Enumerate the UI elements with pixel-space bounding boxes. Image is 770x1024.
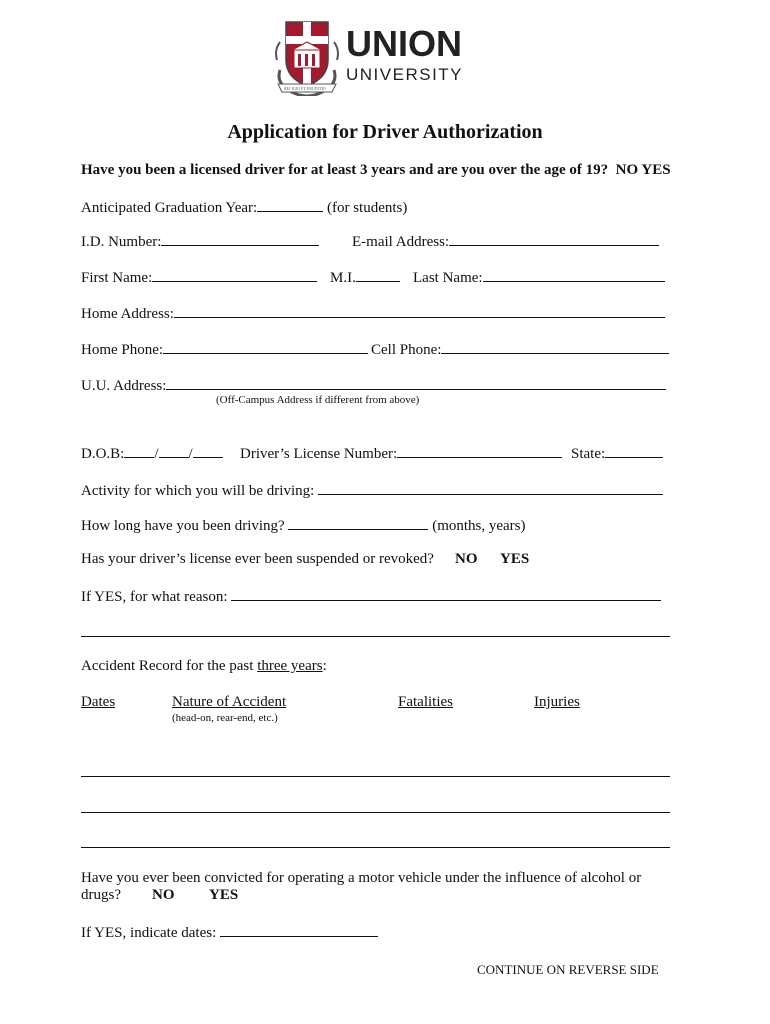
activity-row bbox=[81, 480, 663, 500]
reason-row bbox=[81, 586, 661, 606]
cell-phone-label: Cell Phone: bbox=[371, 342, 442, 358]
license-number-field[interactable] bbox=[397, 443, 562, 458]
reason-field[interactable] bbox=[231, 586, 661, 601]
home-phone-field[interactable] bbox=[163, 339, 368, 354]
state-label: State: bbox=[571, 446, 606, 462]
suspended-yes-option[interactable]: YES bbox=[500, 551, 530, 567]
last-name-row bbox=[413, 267, 665, 287]
grad-year-row bbox=[81, 197, 407, 217]
cell-phone-field[interactable] bbox=[441, 339, 669, 354]
dui-dates-label: If YES, indicate dates: bbox=[81, 925, 217, 941]
accident-line-1[interactable] bbox=[81, 776, 670, 777]
home-phone-label: Home Phone: bbox=[81, 342, 164, 358]
dui-question-line1: Have you ever been convicted for operating a motor vehicle under the influence of alcohol or bbox=[81, 870, 642, 886]
mi-field[interactable] bbox=[356, 267, 400, 282]
continue-note: CONTINUE ON REVERSE SIDE bbox=[477, 962, 659, 977]
email-row bbox=[352, 231, 659, 251]
accident-line-3[interactable] bbox=[81, 847, 670, 848]
accident-record-colon: : bbox=[322, 658, 327, 674]
email-label: E-mail Address: bbox=[352, 234, 450, 250]
state-field[interactable] bbox=[605, 443, 663, 458]
dob-row: D.O.B: / / bbox=[81, 443, 223, 463]
dui-dates-row bbox=[81, 922, 378, 942]
state-row bbox=[571, 443, 663, 463]
uu-address-row bbox=[81, 375, 666, 395]
how-long-row bbox=[81, 515, 526, 535]
home-address-field[interactable] bbox=[174, 303, 665, 318]
email-field[interactable] bbox=[449, 231, 659, 246]
grad-year-field[interactable] bbox=[257, 197, 323, 212]
license-number-row bbox=[240, 443, 562, 463]
university-logo bbox=[274, 20, 484, 96]
licensed-no-option[interactable]: NO bbox=[615, 162, 639, 178]
last-name-label: Last Name: bbox=[413, 270, 483, 286]
activity-label: Activity for which you will be driving: bbox=[81, 483, 315, 499]
activity-field[interactable] bbox=[318, 480, 663, 495]
cell-phone-row bbox=[371, 339, 669, 359]
col-injuries-header: Injuries bbox=[534, 694, 580, 710]
last-name-field[interactable] bbox=[483, 267, 665, 282]
how-long-label: How long have you been driving? bbox=[81, 518, 285, 534]
reason-extra-line[interactable] bbox=[81, 636, 670, 637]
logo-motto: RELIGIO ET ERUDITIO bbox=[284, 86, 326, 91]
uu-address-note: (Off-Campus Address if different from above) bbox=[216, 394, 420, 406]
license-number-label: Driver’s License Number: bbox=[240, 446, 398, 462]
reason-label: If YES, for what reason: bbox=[81, 589, 228, 605]
grad-year-label: Anticipated Graduation Year: bbox=[81, 200, 258, 216]
dui-yes-option[interactable]: YES bbox=[209, 887, 239, 903]
dob-label: D.O.B: bbox=[81, 446, 125, 462]
accident-record-heading bbox=[81, 657, 327, 675]
uu-address-field[interactable] bbox=[166, 375, 666, 390]
licensed-yes-option[interactable]: YES bbox=[641, 162, 671, 178]
accident-record-prefix: Accident Record for the past bbox=[81, 658, 258, 674]
id-number-field[interactable] bbox=[161, 231, 319, 246]
how-long-field[interactable] bbox=[288, 515, 428, 530]
first-name-row bbox=[81, 267, 317, 287]
logo-subname: UNIVERSITY bbox=[346, 65, 464, 84]
crest-icon bbox=[274, 20, 340, 96]
dui-question-line2: drugs? bbox=[81, 887, 121, 903]
dui-dates-field[interactable] bbox=[220, 922, 378, 937]
uu-address-label: U.U. Address: bbox=[81, 378, 167, 394]
col-fatalities-header: Fatalities bbox=[398, 694, 453, 710]
how-long-note: (months, years) bbox=[432, 518, 526, 534]
id-number-label: I.D. Number: bbox=[81, 234, 162, 250]
logo-name: UNION bbox=[346, 23, 462, 64]
accident-record-period: three years bbox=[257, 658, 323, 674]
form-title: Application for Driver Authorization bbox=[227, 121, 543, 143]
dui-no-option[interactable]: NO bbox=[152, 887, 175, 903]
accident-line-2[interactable] bbox=[81, 812, 670, 813]
mi-label: M.I. bbox=[330, 270, 356, 286]
grad-year-note: (for students) bbox=[326, 200, 408, 216]
col-dates-header: Dates bbox=[81, 694, 116, 710]
home-address-label: Home Address: bbox=[81, 306, 174, 322]
id-number-row bbox=[81, 231, 319, 251]
dob-day-field[interactable] bbox=[159, 443, 189, 458]
home-address-row bbox=[81, 303, 665, 323]
home-phone-row bbox=[81, 339, 368, 359]
suspended-row bbox=[81, 550, 434, 568]
dob-month-field[interactable] bbox=[124, 443, 154, 458]
first-name-field[interactable] bbox=[152, 267, 317, 282]
suspended-question: Has your driver’s license ever been suspended or revoked? bbox=[81, 551, 434, 567]
col-nature-header: Nature of Accident bbox=[172, 694, 287, 710]
dob-year-field[interactable] bbox=[193, 443, 223, 458]
first-name-label: First Name: bbox=[81, 270, 153, 286]
licensed-question-row bbox=[81, 161, 671, 179]
col-nature-note: (head-on, rear-end, etc.) bbox=[172, 712, 278, 724]
suspended-no-option[interactable]: NO bbox=[455, 551, 478, 567]
licensed-question: Have you been a licensed driver for at least 3 years and are you over the age of 19? bbox=[81, 162, 609, 178]
mi-row bbox=[330, 267, 400, 287]
